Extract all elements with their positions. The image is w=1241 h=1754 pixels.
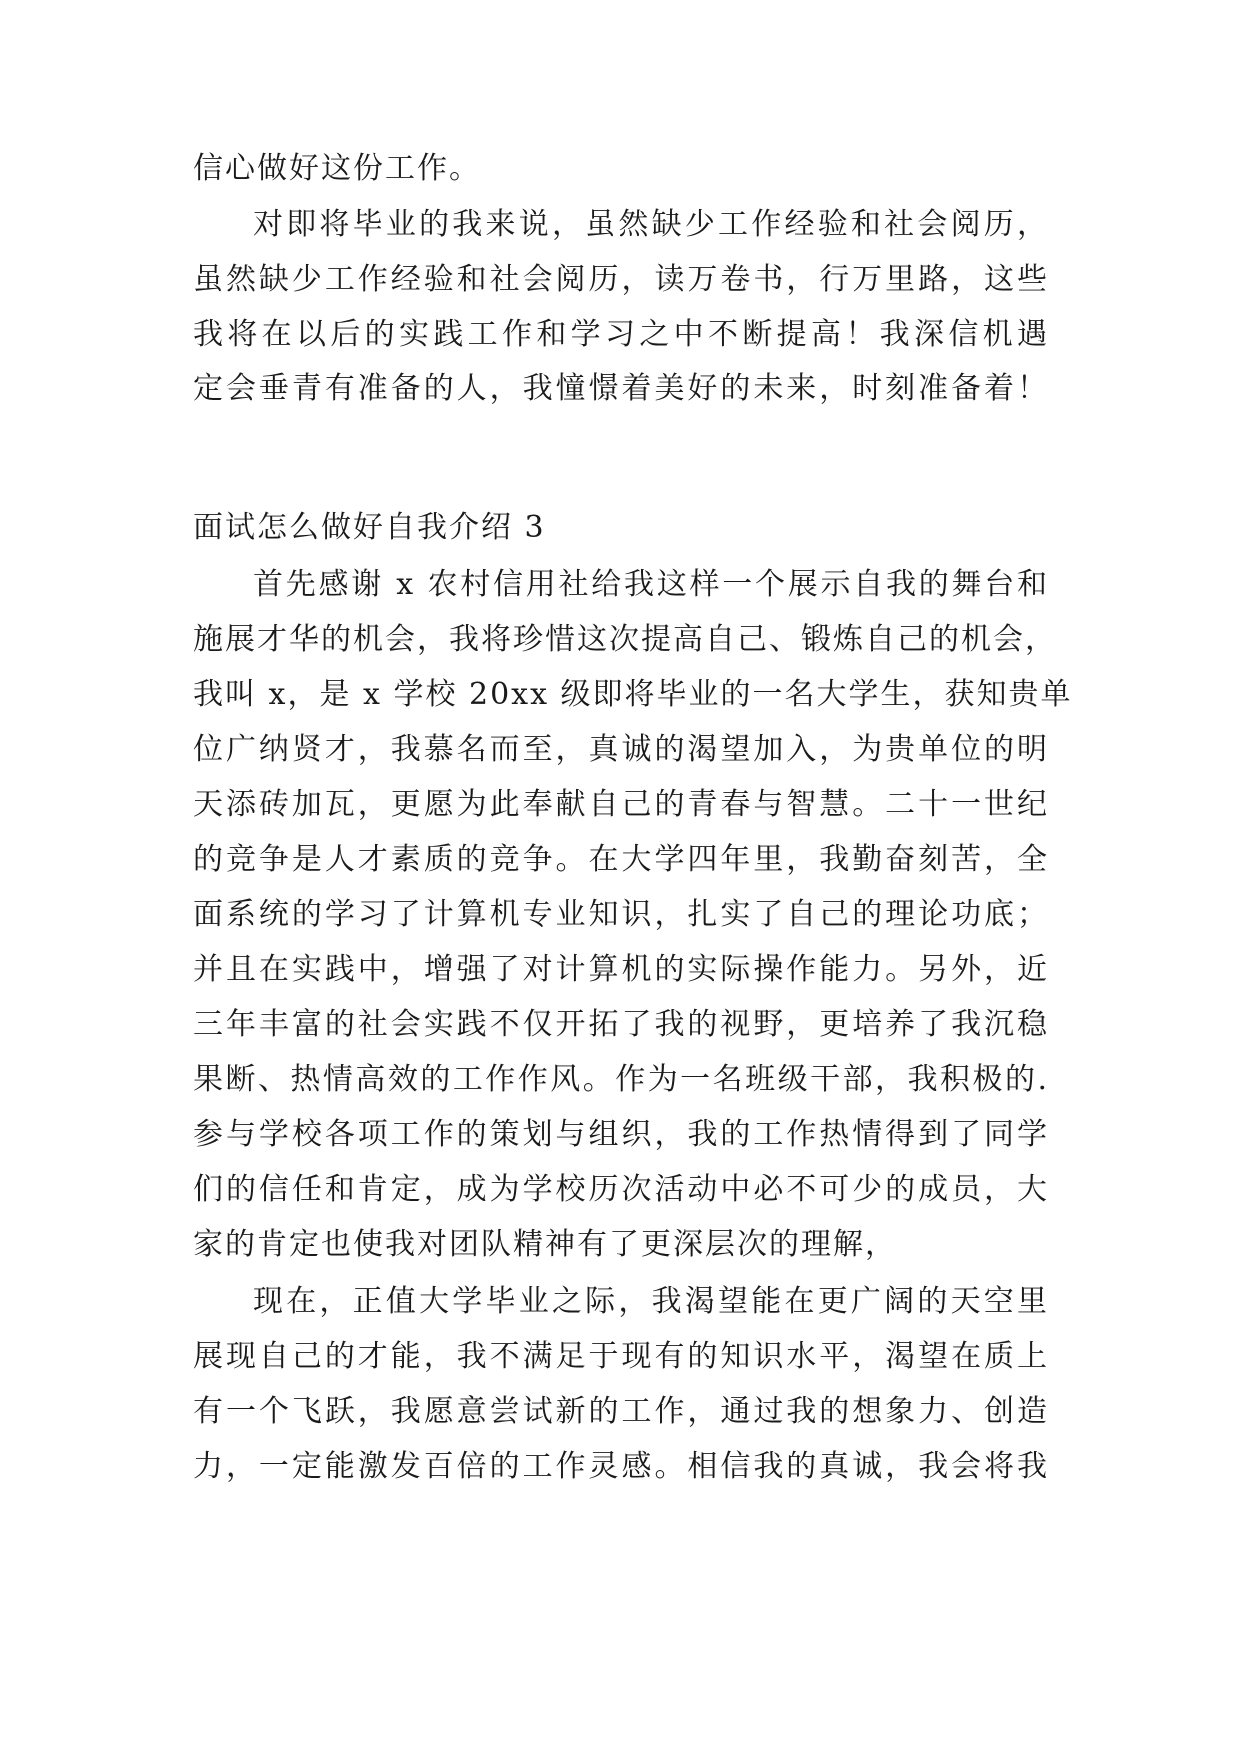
paragraph-line-8: 我叫 x，是 x 学校 20xx 级即将毕业的一名大学生，获知贵单 [193, 677, 1073, 712]
paragraph-line-16: 参与学校各项工作的策划与组织，我的工作热情得到了同学 [193, 1117, 1049, 1152]
paragraph-line-18: 家的肯定也使我对团队精神有了更深层次的理解， [193, 1227, 897, 1262]
paragraph-line-14: 三年丰富的社会实践不仅开拓了我的视野，更培养了我沉稳 [193, 1007, 1049, 1042]
paragraph-line-21: 有一个飞跃，我愿意尝试新的工作，通过我的想象力、创造 [193, 1394, 1049, 1429]
paragraph-line-13: 并且在实践中，增强了对计算机的实际操作能力。另外，近 [193, 952, 1049, 987]
paragraph-line-7: 施展才华的机会，我将珍惜这次提高自己、锻炼自己的机会， [193, 622, 1057, 657]
paragraph-line-17: 们的信任和肯定，成为学校历次活动中必不可少的成员，大 [193, 1172, 1049, 1207]
paragraph-line-12: 面系统的学习了计算机专业知识，扎实了自己的理论功底； [193, 897, 1049, 932]
paragraph-line-3: 虽然缺少工作经验和社会阅历，读万卷书，行万里路，这些 [193, 262, 1049, 297]
paragraph-line-10: 天添砖加瓦，更愿为此奉献自己的青春与智慧。二十一世纪 [193, 787, 1049, 822]
paragraph-line-6: 首先感谢 x 农村信用社给我这样一个展示自我的舞台和 [253, 567, 1049, 602]
paragraph-line-20: 展现自己的才能，我不满足于现有的知识水平，渴望在质上 [193, 1339, 1049, 1374]
paragraph-line-2: 对即将毕业的我来说，虽然缺少工作经验和社会阅历， [253, 207, 1049, 242]
paragraph-line-1: 信心做好这份工作。 [193, 151, 481, 186]
paragraph-line-22: 力，一定能激发百倍的工作灵感。相信我的真诚，我会将我 [193, 1449, 1049, 1484]
paragraph-line-5: 定会垂青有准备的人，我憧憬着美好的未来，时刻准备着！ [193, 371, 1049, 406]
paragraph-line-9: 位广纳贤才，我慕名而至，真诚的渴望加入，为贵单位的明 [193, 732, 1049, 767]
paragraph-line-15: 果断、热情高效的工作作风。作为一名班级干部，我积极的. [193, 1062, 1049, 1097]
paragraph-line-19: 现在，正值大学毕业之际，我渴望能在更广阔的天空里 [253, 1284, 1049, 1319]
paragraph-line-4: 我将在以后的实践工作和学习之中不断提高！我深信机遇 [193, 317, 1049, 352]
paragraph-line-11: 的竞争是人才素质的竞争。在大学四年里，我勤奋刻苦，全 [193, 842, 1049, 877]
section-heading: 面试怎么做好自我介绍 3 [193, 510, 546, 545]
